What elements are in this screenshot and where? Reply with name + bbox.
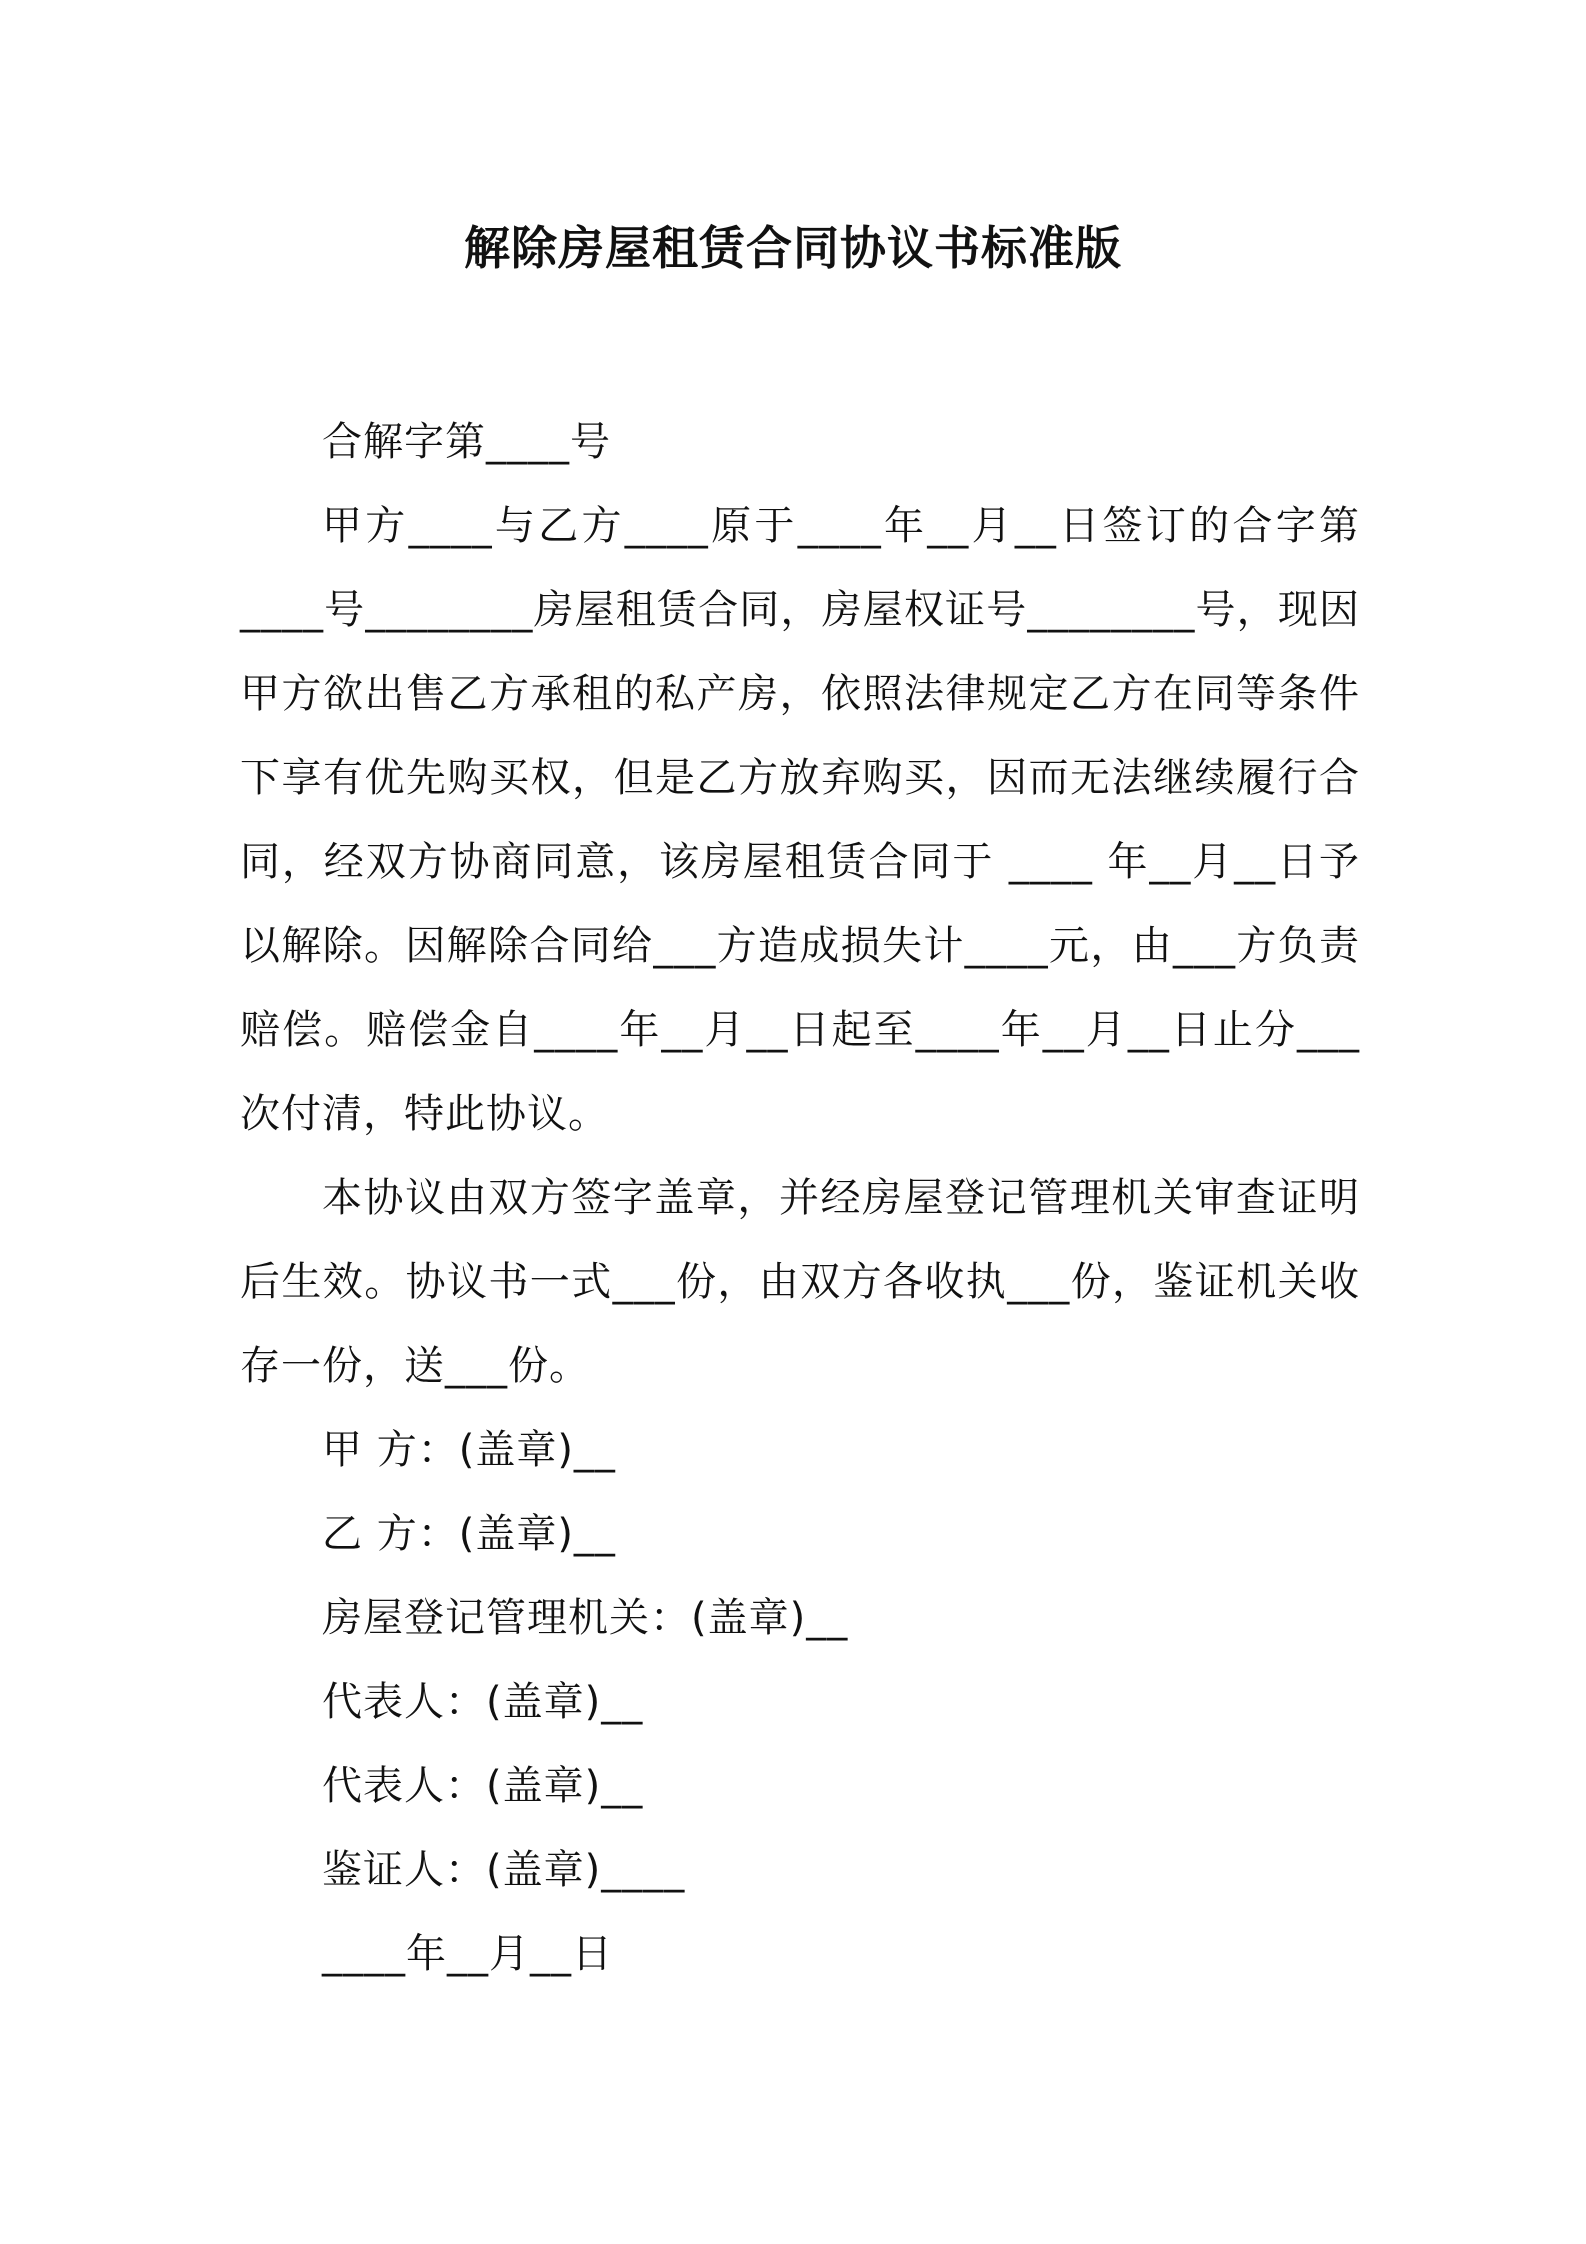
signature-party-a: 甲 方：(盖章)__ — [322, 1427, 616, 1473]
reference-number: 合解字第____号 — [322, 419, 611, 465]
paragraph-effectiveness: 本协议由双方签字盖章，并经房屋登记管理机关审查证明后生效。协议书一式___份，由双方各收执___份，鉴证机关收存一份，送___份。 — [240, 1175, 1360, 1389]
signature-party-b: 乙 方：(盖章)__ — [322, 1511, 616, 1557]
signature-registration-authority: 房屋登记管理机关：(盖章)__ — [322, 1595, 849, 1641]
signature-date: ____年__月__日 — [322, 1931, 613, 1977]
signature-witness: 鉴证人：(盖章)____ — [322, 1847, 686, 1893]
document-title: 解除房屋租赁合同协议书标准版 — [464, 221, 1122, 275]
signature-representative-1: 代表人：(盖章)__ — [322, 1679, 644, 1725]
document-body — [240, 400, 1360, 1996]
paragraph-termination-terms: 甲方____与乙方____原于____年__月__日签订的合字第____号________房屋租赁合同，房屋权证号________号，现因甲方欲出售乙方承租的私产房，依照法律规定乙方在同等条件下享有优先购买权，但是乙方放弃购买，因而无法继续履行合同，经双方协商同意，该房屋租赁合同于 ____ 年__月__日予以解除。因解除合同给___方造成损失计____元，由___方负责赔偿。赔偿金自____年__月__日起至____年__月__日止分___次付清，特此协议。 — [240, 503, 1360, 1137]
signature-representative-2: 代表人：(盖章)__ — [322, 1763, 644, 1809]
